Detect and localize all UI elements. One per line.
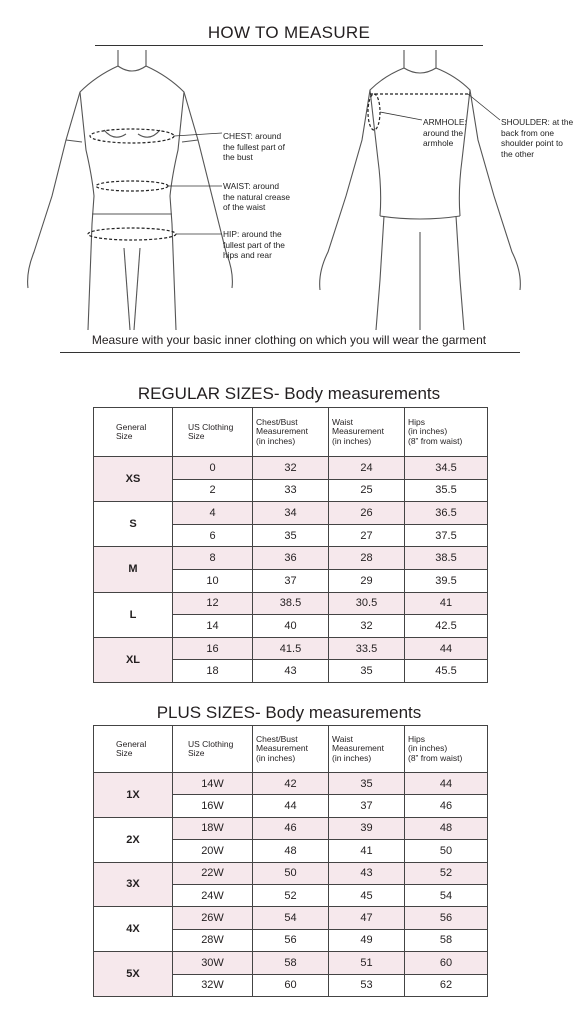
- plus-sizes-table: [93, 725, 488, 997]
- waist-cell: 47: [329, 907, 405, 929]
- hips-cell: 52: [405, 862, 488, 884]
- chest-annotation: CHEST: around the fullest part of the bust: [223, 131, 285, 162]
- waist-cell: 53: [329, 974, 405, 996]
- table-row: [94, 637, 488, 660]
- waist-cell: 35: [329, 660, 405, 683]
- us-size-cell: 14: [173, 615, 253, 638]
- hips-cell: 38.5: [405, 547, 488, 570]
- hips-cell: 34.5: [405, 457, 488, 480]
- hips-cell: 46: [405, 795, 488, 817]
- general-size-cell: 4X: [94, 907, 173, 952]
- us-size-cell: 0: [173, 457, 253, 480]
- header-waist: Waist Measurement (in inches): [329, 408, 405, 457]
- waist-cell: 35: [329, 773, 405, 795]
- chest-cell: 32: [253, 457, 329, 480]
- hips-cell: 39.5: [405, 569, 488, 592]
- us-size-cell: 14W: [173, 773, 253, 795]
- waist-cell: 27: [329, 524, 405, 547]
- chest-cell: 50: [253, 862, 329, 884]
- table-header-row: [94, 726, 488, 773]
- table-row: [94, 547, 488, 570]
- chest-cell: 56: [253, 929, 329, 951]
- header-hips: Hips (in inches) (8” from waist): [405, 408, 488, 457]
- hips-cell: 62: [405, 974, 488, 996]
- hips-cell: 36.5: [405, 502, 488, 525]
- us-size-cell: 10: [173, 569, 253, 592]
- general-size-cell: XS: [94, 457, 173, 502]
- table-row: [94, 907, 488, 929]
- general-size-cell: S: [94, 502, 173, 547]
- us-size-cell: 18: [173, 660, 253, 683]
- hips-cell: 58: [405, 929, 488, 951]
- waist-cell: 29: [329, 569, 405, 592]
- regular-sizes-table: [93, 407, 488, 683]
- hips-cell: 54: [405, 884, 488, 906]
- table-row: [94, 457, 488, 480]
- waist-cell: 24: [329, 457, 405, 480]
- waist-annotation: WAIST: around the natural crease of the waist: [223, 181, 291, 212]
- chest-cell: 52: [253, 884, 329, 906]
- us-size-cell: 2: [173, 479, 253, 502]
- us-size-cell: 24W: [173, 884, 253, 906]
- chest-cell: 58: [253, 952, 329, 974]
- hips-cell: 48: [405, 817, 488, 839]
- waist-cell: 45: [329, 884, 405, 906]
- us-size-cell: 18W: [173, 817, 253, 839]
- hips-cell: 44: [405, 773, 488, 795]
- waist-cell: 39: [329, 817, 405, 839]
- shoulder-annotation: SHOULDER: at the back from one shoulder point to the other: [501, 117, 574, 159]
- waist-cell: 49: [329, 929, 405, 951]
- waist-cell: 28: [329, 547, 405, 570]
- chest-cell: 43: [253, 660, 329, 683]
- us-size-cell: 22W: [173, 862, 253, 884]
- regular-sizes-title: REGULAR SIZES- Body measurements: [137, 384, 441, 403]
- header-waist: Waist Measurement (in inches): [329, 726, 405, 773]
- table-row: [94, 952, 488, 974]
- table-row: [94, 592, 488, 615]
- us-size-cell: 30W: [173, 952, 253, 974]
- waist-cell: 30.5: [329, 592, 405, 615]
- us-size-cell: 32W: [173, 974, 253, 996]
- header-us-clothing-size: US Clothing Size: [173, 726, 253, 773]
- hips-cell: 44: [405, 637, 488, 660]
- hips-cell: 60: [405, 952, 488, 974]
- hips-cell: 42.5: [405, 615, 488, 638]
- plus-sizes-title: PLUS SIZES- Body measurements: [156, 703, 422, 722]
- table-row: [94, 862, 488, 884]
- waist-cell: 41: [329, 840, 405, 862]
- hips-cell: 45.5: [405, 660, 488, 683]
- page-title: HOW TO MEASURE: [207, 23, 371, 42]
- hips-cell: 35.5: [405, 479, 488, 502]
- hips-cell: 50: [405, 840, 488, 862]
- waist-cell: 51: [329, 952, 405, 974]
- chest-cell: 35: [253, 524, 329, 547]
- chest-cell: 60: [253, 974, 329, 996]
- us-size-cell: 12: [173, 592, 253, 615]
- general-size-cell: 3X: [94, 862, 173, 907]
- chest-cell: 34: [253, 502, 329, 525]
- us-size-cell: 16W: [173, 795, 253, 817]
- armhole-annotation: ARMHOLE: around the armhole: [423, 117, 467, 148]
- chest-cell: 41.5: [253, 637, 329, 660]
- chest-cell: 38.5: [253, 592, 329, 615]
- measurement-footnote: Measure with your basic inner clothing on which you will wear the garment: [91, 333, 487, 347]
- us-size-cell: 6: [173, 524, 253, 547]
- chest-cell: 33: [253, 479, 329, 502]
- chest-cell: 46: [253, 817, 329, 839]
- header-us-clothing-size: US Clothing Size: [173, 408, 253, 457]
- front-measure-lines: [88, 129, 176, 240]
- hips-cell: 37.5: [405, 524, 488, 547]
- hips-cell: 56: [405, 907, 488, 929]
- table-header-row: [94, 408, 488, 457]
- waist-cell: 32: [329, 615, 405, 638]
- table-row: [94, 773, 488, 795]
- general-size-cell: 1X: [94, 773, 173, 818]
- chest-cell: 48: [253, 840, 329, 862]
- us-size-cell: 20W: [173, 840, 253, 862]
- us-size-cell: 26W: [173, 907, 253, 929]
- header-hips: Hips (in inches) (8” from waist): [405, 726, 488, 773]
- us-size-cell: 4: [173, 502, 253, 525]
- header-general-size: General Size: [94, 726, 173, 773]
- general-size-cell: XL: [94, 637, 173, 682]
- general-size-cell: L: [94, 592, 173, 637]
- chest-cell: 54: [253, 907, 329, 929]
- header-chest-bust: Chest/Bust Measurement (in inches): [253, 408, 329, 457]
- front-figure: [28, 50, 233, 330]
- general-size-cell: M: [94, 547, 173, 592]
- chest-cell: 40: [253, 615, 329, 638]
- hips-cell: 41: [405, 592, 488, 615]
- waist-cell: 33.5: [329, 637, 405, 660]
- general-size-cell: 5X: [94, 952, 173, 997]
- chest-cell: 44: [253, 795, 329, 817]
- chest-cell: 36: [253, 547, 329, 570]
- front-leader-lines: [168, 133, 222, 234]
- table-row: [94, 817, 488, 839]
- waist-cell: 25: [329, 479, 405, 502]
- us-size-cell: 28W: [173, 929, 253, 951]
- us-size-cell: 16: [173, 637, 253, 660]
- header-general-size: General Size: [94, 408, 173, 457]
- footnote-divider: [60, 352, 520, 353]
- general-size-cell: 2X: [94, 817, 173, 862]
- chest-cell: 37: [253, 569, 329, 592]
- back-figure: [320, 50, 521, 330]
- waist-cell: 43: [329, 862, 405, 884]
- hip-annotation: HIP: around the fullest part of the hips and rear: [223, 229, 285, 260]
- waist-cell: 37: [329, 795, 405, 817]
- waist-cell: 26: [329, 502, 405, 525]
- chest-cell: 42: [253, 773, 329, 795]
- us-size-cell: 8: [173, 547, 253, 570]
- table-row: [94, 502, 488, 525]
- header-chest-bust: Chest/Bust Measurement (in inches): [253, 726, 329, 773]
